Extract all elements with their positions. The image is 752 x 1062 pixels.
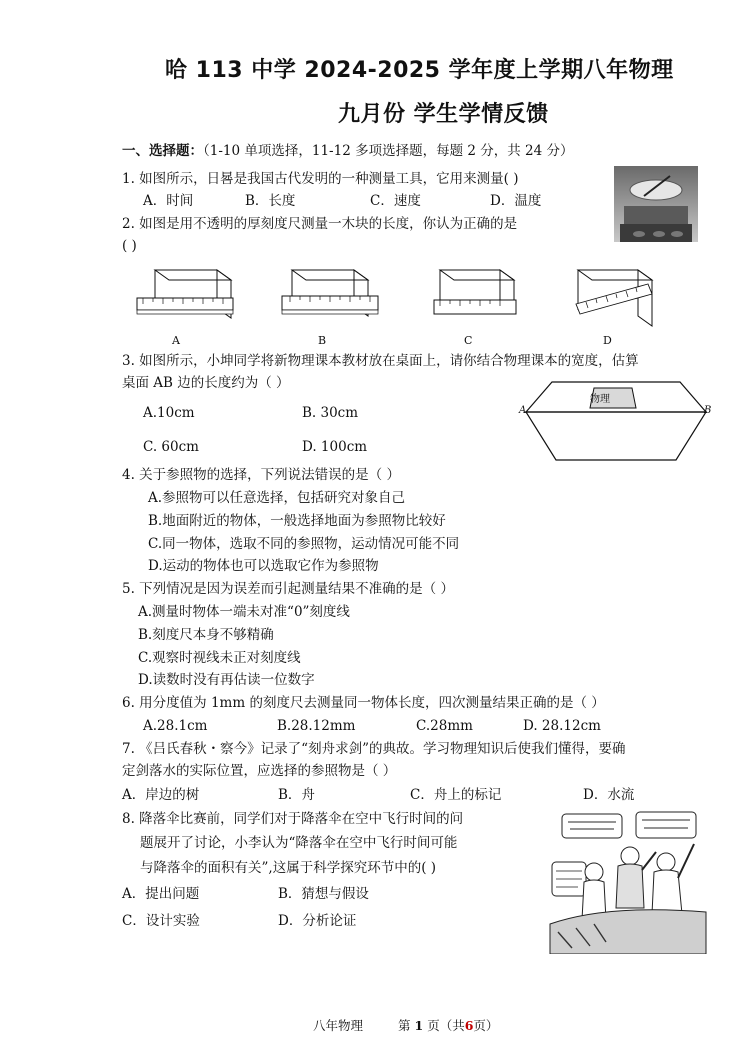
q1-option-c[interactable]: C．速度 [370,193,421,209]
q5-option-a[interactable]: A.测量时物体一端未对准“0”刻度线 [138,604,350,620]
question-4-stem: 4. 关于参照物的选择，下列说法错误的是（ ） [122,467,400,483]
page-title-line1: 哈 113 中学 2024-2025 学年度上学期八年物理 [165,58,674,83]
desk-figure [516,378,716,464]
question-8-stem-line3: 与降落伞的面积有关”,这属于科学探究环节中的( ) [140,860,437,876]
ruler-figure-b [278,266,383,330]
book-label: 物理 [590,394,610,405]
question-8-stem-line1: 8. 降落伞比赛前，同学们对于降落伞在空中飞行时间的问 [122,811,464,827]
q3-option-d[interactable]: D. 100cm [302,439,368,455]
q6-option-d[interactable]: D. 28.12cm [523,718,601,734]
footer-page-suffix: 页） [473,1018,499,1033]
desk-point-b: B [704,405,712,416]
page-title-line2: 九月份 学生学情反馈 [338,102,549,127]
figure-label-a: A [172,334,180,347]
q3-option-a[interactable]: A.10cm [143,405,195,421]
figure-label-c: C [464,334,473,347]
figure-label-b: B [318,334,327,347]
question-8-stem-line2: 题展开了讨论，小李认为“降落伞在空中飞行时间可能 [140,835,458,851]
question-1-stem: 1. 如图所示，日晷是我国古代发明的一种测量工具，它用来测量( ) [122,171,519,187]
q1-option-b[interactable]: B．长度 [245,193,296,209]
footer-subject: 八年物理 [313,1018,364,1033]
q3-option-b[interactable]: B. 30cm [302,405,359,421]
footer-page-info [398,1016,498,1034]
figure-label-d: D [603,334,612,347]
question-6-stem: 6. 用分度值为 1mm 的刻度尺去测量同一物体长度，四次测量结果正确的是（ ） [122,695,605,711]
question-3-stem-line2: 桌面 AB 边的长度约为（ ） [122,375,290,391]
q8-option-b[interactable]: B．猜想与假设 [278,886,369,902]
q1-option-a[interactable]: A．时间 [143,193,194,209]
q5-option-c[interactable]: C.观察时视线未正对刻度线 [138,650,301,666]
ruler-figure-c [430,266,522,326]
q4-option-c[interactable]: C.同一物体，选取不同的参照物，运动情况可能不同 [148,536,460,552]
q8-option-a[interactable]: A．提出问题 [122,886,200,902]
section-heading-row [122,142,574,160]
section-heading: 一、选择题： [122,143,203,159]
q6-option-a[interactable]: A.28.1cm [143,718,208,734]
footer-page-total: 6 [464,1018,474,1033]
q7-option-a[interactable]: A．岸边的树 [122,787,200,803]
q7-option-b[interactable]: B．舟 [278,787,315,803]
ruler-figure-a [135,266,240,330]
question-5-stem: 5. 下列情况是因为误差而引起测量结果不准确的是（ ） [122,581,454,597]
question-2-stem-line2: ( ) [122,238,137,254]
ruler-figure-d [568,266,660,330]
sundial-photo [614,166,698,242]
question-2-stem-line1: 2. 如图是用不透明的厚刻度尺测量一木块的长度，你认为正确的是 [122,216,518,232]
q8-option-d[interactable]: D．分析论证 [278,913,357,929]
q6-option-b[interactable]: B.28.12mm [277,718,356,734]
q4-option-b[interactable]: B.地面附近的物体，一般选择地面为参照物比较好 [148,513,446,529]
q8-option-c[interactable]: C．设计实验 [122,913,200,929]
desk-point-a: A [519,405,527,416]
students-discussion-illustration [548,808,708,954]
q7-option-d[interactable]: D．水流 [583,787,635,803]
q5-option-b[interactable]: B.刻度尺本身不够精确 [138,627,274,643]
footer-page-mid: 页（共 [427,1018,465,1033]
q7-option-c[interactable]: C．舟上的标记 [410,787,502,803]
q4-option-d[interactable]: D.运动的物体也可以选取它作为参照物 [148,558,379,574]
q4-option-a[interactable]: A.参照物可以任意选择，包括研究对象自己 [148,490,406,506]
question-3-stem-line1: 3. 如图所示，小坤同学将新物理课本教材放在桌面上，请你结合物理课本的宽度，估算 [122,353,639,369]
footer-page-number: 1 [414,1018,424,1033]
q5-option-d[interactable]: D.读数时没有再估读一位数字 [138,672,315,688]
question-7-stem-line2: 定剑落水的实际位置，应选择的参照物是（ ） [122,763,397,779]
section-note: （1-10 单项选择，11-12 多项选择题，每题 2 分，共 24 分） [203,143,574,159]
footer-page-prefix: 第 [398,1018,411,1033]
question-7-stem-line1: 7. 《吕氏春秋・察今》记录了“刻舟求剑”的典故。学习物理知识后使我们懂得，要确 [122,741,626,757]
q3-option-c[interactable]: C. 60cm [143,439,199,455]
q1-option-d[interactable]: D．温度 [490,193,542,209]
q6-option-c[interactable]: C.28mm [416,718,473,734]
